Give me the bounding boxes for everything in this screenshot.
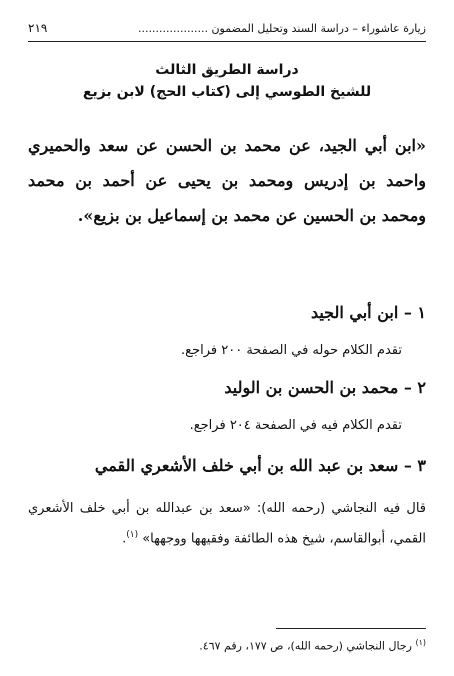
narrator-heading-1: ١ – ابن أبي الجيد xyxy=(310,303,426,322)
running-head: زيارة عاشوراء – دراسة السند وتحليل المضمون .................... xyxy=(138,21,426,35)
footnote-divider xyxy=(276,628,426,629)
quote-text: قال فيه النجاشي (رحمه الله): «سعد بن عبدالله بن أبي خلف الأشعري القمي، أبوالقاسم، شيخ هذه الطائفة وفقيهها ووجهها» xyxy=(28,501,426,547)
narrator-heading-2: ٢ – محمد بن الحسن بن الوليد xyxy=(224,378,426,397)
footnote-reference: (١) xyxy=(126,530,139,540)
footnote-mark: (١) xyxy=(415,638,426,647)
najashi-quote: قال فيه النجاشي (رحمه الله): «سعد بن عبدالله بن أبي خلف الأشعري القمي، أبوالقاسم، شيخ هذه الطائفة وفقيهها ووجهها» $^{(١)}$. xyxy=(28,501,426,547)
footnote-text: رجال النجاشي (رحمه الله)، ص ١٧٧، رقم ٤٦٧. xyxy=(199,639,412,653)
section-subtitle: للشيخ الطوسي إلى (كتاب الحج) لابن بزيع xyxy=(82,84,372,100)
narrator-note-1: تقدم الكلام حوله في الصفحة ٢٠٠ فراجع. xyxy=(181,343,402,358)
page-header xyxy=(28,18,426,42)
chain-of-narration: «ابن أبي الجيد، عن محمد بن الحسن عن سعد والحميري واحمد بن إدريس ومحمد بن يحيى عن أحمد بن محمد ومحمد بن الحسين عن محمد بن إسماعيل بن بزيع». xyxy=(28,136,426,225)
narrator-heading-3: ٣ – سعد بن عبد الله بن أبي خلف الأشعري القمي xyxy=(94,456,426,475)
footnote xyxy=(28,638,426,653)
section-title: دراسة الطريق الثالث xyxy=(155,62,299,78)
narrator-note-2: تقدم الكلام فيه في الصفحة ٢٠٤ فراجع. xyxy=(189,418,402,433)
page-number: ٢١٩ xyxy=(28,21,48,35)
